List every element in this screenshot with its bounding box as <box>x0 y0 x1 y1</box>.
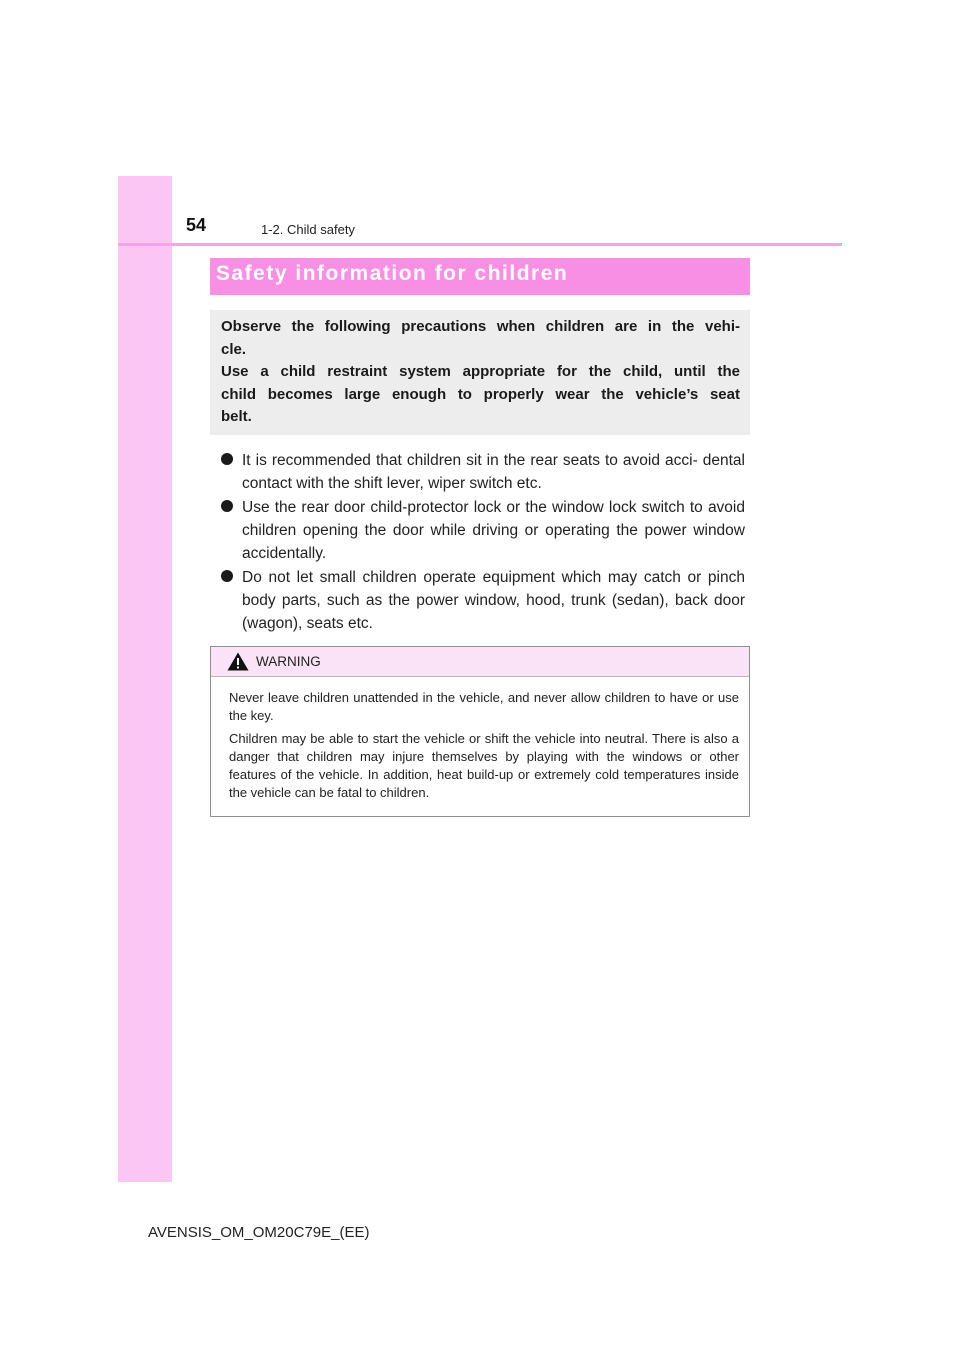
list-item <box>220 566 745 635</box>
title-bar <box>210 258 750 295</box>
intro-line: Use a child restraint system appropriate for the child, until the <box>221 363 740 380</box>
header-rule <box>118 243 842 246</box>
side-band <box>118 176 172 1182</box>
warning-box <box>210 646 750 817</box>
section-label: 1-2. Child safety <box>261 222 355 237</box>
warning-triangle-icon <box>227 652 249 671</box>
bullet-icon <box>221 453 233 465</box>
list-item <box>220 449 745 495</box>
warning-paragraph: Never leave children unattended in the vehicle, and never allow children to have or use the key. <box>229 690 739 723</box>
warning-paragraph: Children may be able to start the vehicle or shift the vehicle into neutral. There is also a danger that children may injure themselves by playing with the windows or other features of the vehicle. In addition, heat build-up or extremely cold temperatures inside the vehicle can be fatal to children. <box>229 731 739 800</box>
warning-header <box>211 647 749 677</box>
page-number: 54 <box>186 215 207 235</box>
intro-line: cle. <box>221 340 247 358</box>
bullet-icon <box>221 570 233 582</box>
bullet-text: It is recommended that children sit in the rear seats to avoid acci- dental contact with the shift lever, wiper switch etc. <box>242 452 745 492</box>
warning-label: WARNING <box>256 654 321 669</box>
intro-line: Observe the following precautions when children are in the vehi- <box>221 318 740 335</box>
list-item <box>220 496 745 565</box>
bullet-text: Use the rear door child-protector lock or the window lock switch to avoid children opening the door while driving or operating the power window accidentally. <box>242 499 745 562</box>
warning-body <box>229 689 739 807</box>
intro-line: belt. <box>221 408 252 425</box>
page-title: Safety information for children <box>216 262 569 285</box>
intro-box <box>210 310 750 435</box>
bullet-text: Do not let small children operate equipment which may catch or pinch body parts, such as the power window, hood, trunk (sedan), back door (wagon), seats etc. <box>242 569 745 632</box>
bullet-icon <box>221 500 233 512</box>
intro-line: child becomes large enough to properly wear the vehicle’s seat <box>221 385 740 403</box>
bullet-list <box>220 449 745 636</box>
document-code: AVENSIS_OM_OM20C79E_(EE) <box>148 1224 370 1241</box>
